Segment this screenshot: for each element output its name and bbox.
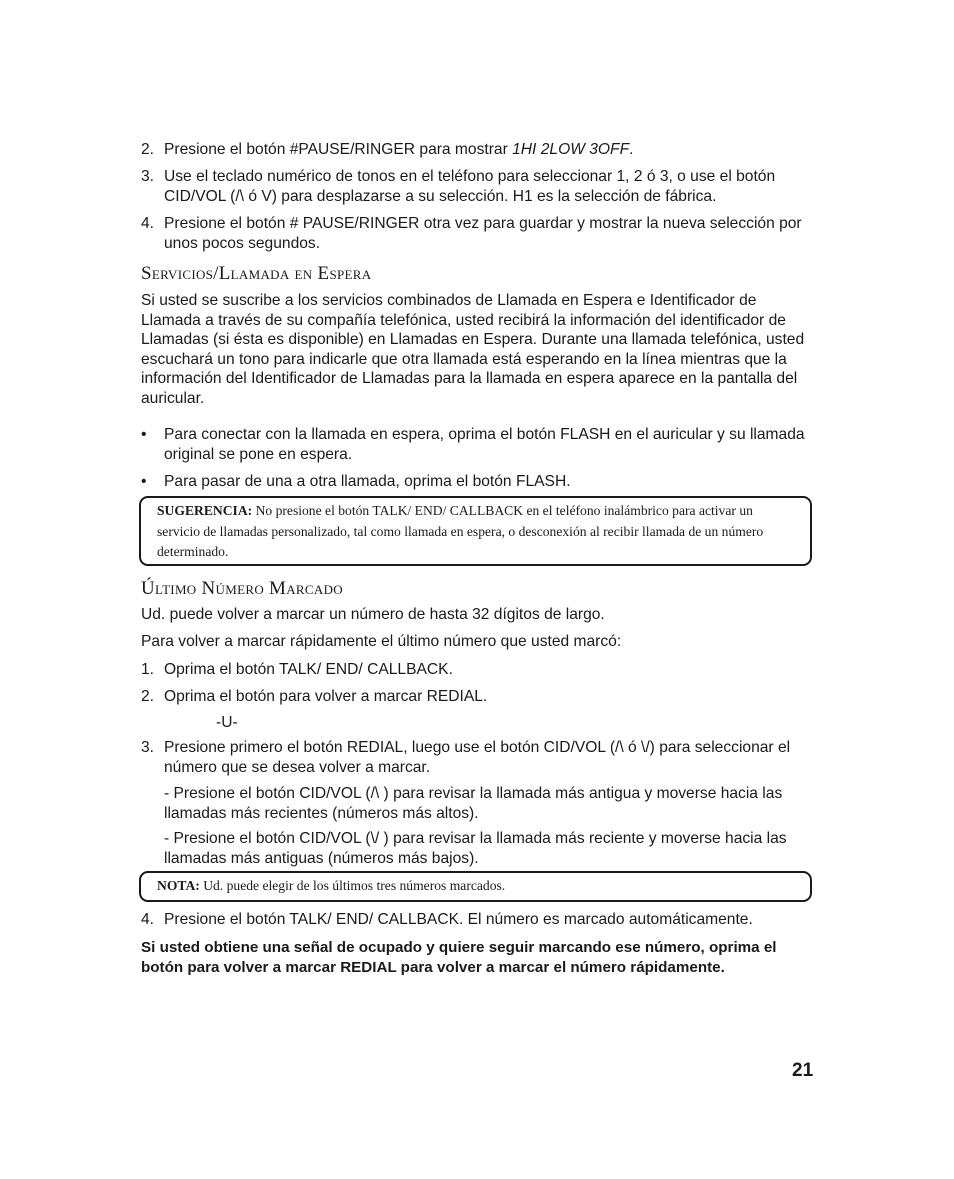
call-waiting-paragraph: Si usted se suscribe a los servicios combinados de Llamada en Espera e Identificador de Llamada a través de su compañía telefónica, usted recibirá la información del identificador de Llamadas (si ésta es disponible) en Llamadas en Espera. Durante una llamada telefónica, usted escuchará un tono para indicarle que otra llamada está esperando en la línea mientras que la información del Identificador de Llamadas para la llamada en espera aparece en la pantalla del auricular. (141, 292, 805, 407)
busy-signal-paragraph: Si usted obtiene una señal de ocupado y quiere seguir marcando ese número, oprima el botón para volver a marcar REDIAL para volver a marcar el número rápidamente. (141, 939, 777, 976)
redial-intro-paragraph: Para volver a marcar rápidamente el último número que usted marcó: (141, 633, 622, 650)
section-heading-last-number: Último Número Marcado (141, 578, 343, 599)
redial-length-paragraph: Ud. puede volver a marcar un número de hasta 32 dígitos de largo. (141, 606, 605, 623)
tip-box: SUGERENCIA: No presione el botón TALK/ END/ CALLBACK en el teléfono inalámbrico para activar un servicio de llamadas personalizado, tal como llamada en espera, o desconexión al recibir llamada de un número determinado. (139, 496, 812, 566)
note-box: NOTA: Ud. puede elegir de los últimos tres números marcados. (139, 871, 812, 902)
section-heading-call-waiting: Servicios/Llamada en Espera (141, 263, 372, 284)
page-number: 21 (792, 1060, 814, 1081)
